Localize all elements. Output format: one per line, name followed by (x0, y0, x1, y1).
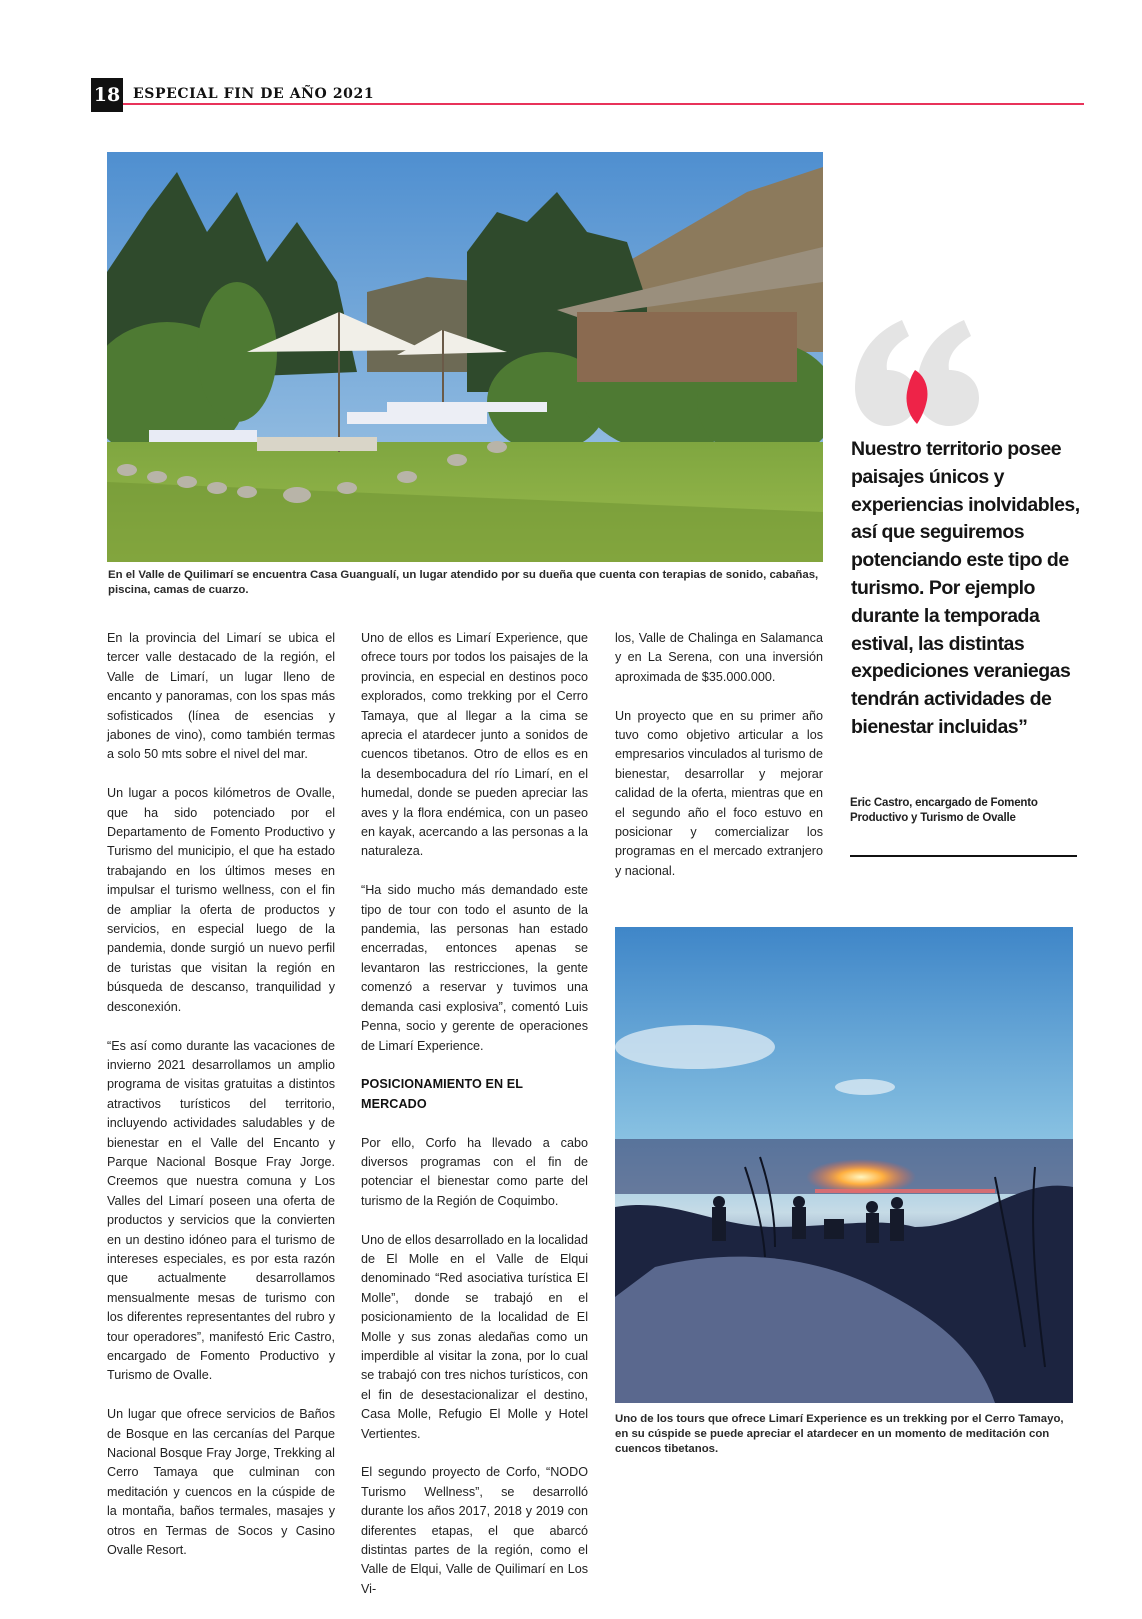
paragraph: “Es así como durante las vacaciones de invierno 2021 desarrollamos un amplio programa de visitas gratuitas a distintos atractivos turísticos del territorio, incluyendo actividades saludables y de bienestar en el Valle del Encanto y Parque Nacional Bosque Fray Jorge. Creemos que nuestra comuna y Los Valles del Limarí poseen una oferta de productos y servicios que la convierten en un destino idóneo para el turismo de intereses especiales, es por esta razón que actualmente desarrollamos mensualmente mesas de turismo con los diferentes representantes del rubro y tour operadores”, manifestó Eric Castro, encargado de Fomento Productivo y Turismo de Ovalle. (107, 1038, 335, 1383)
article-column-2 (361, 629, 588, 1619)
paragraph: “Ha sido mucho más demandado este tipo de tour con todo el asunto de la pandemia, las personas han estado encerradas, entonces apenas se levantaron las restricciones, la gente comenzó a reservar y tuvimos una demanda casi explosiva”, comentó Luis Penna, socio y gerente de operaciones de Limarí Experience. (361, 883, 588, 1053)
paragraph: Un lugar que ofrece servicios de Baños de Bosque en las cercanías del Parque Nacional Bosque Fray Jorge, Trekking al Cerro Tamaya que culminan con meditación y cuencos en la cúspide de la montaña, baños termales, masajes y otros en Termas de Socos y Casino Ovalle Resort. (107, 1407, 335, 1558)
paragraph: El segundo proyecto de Corfo, “NODO Turismo Wellness”, se desarrolló durante los años 2017, 2018 y 2019 con diferentes etapas, el que abarcó distintas partes de la región, como el Valle de Elqui, Valle de Quilimarí en Los Vi- (361, 1465, 588, 1596)
paragraph: los, Valle de Chalinga en Salamanca y en La Serena, con una inversión aproximada de $35.000.000. (615, 631, 823, 684)
paragraph: Un lugar a pocos kilómetros de Ovalle, que ha sido potenciado por el Departamento de Fomento Productivo y Turismo del municipio, el que ha estado trabajando en los últimos meses en impulsar el turismo wellness, con el fin de ampliar la oferta de productos y servicios, en especial luego de la pandemia, donde surgió un nuevo perfil de turistas que visitan la región en búsqueda de descanso, tranquilidad y desconexión. (107, 786, 335, 1014)
page-number: 18 (91, 78, 123, 112)
section-title: ESPECIAL FIN DE AÑO 2021 (133, 86, 375, 102)
article-column-3 (615, 629, 823, 901)
pull-quote-author: Eric Castro, encargado de Fomento Productivo y Turismo de Ovalle (850, 797, 1038, 824)
section-subhead: POSICIONAMIENTO EN EL MERCADO (361, 1077, 523, 1111)
quote-open-icon (847, 318, 987, 428)
paragraph: Uno de ellos es Limarí Experience, que ofrece tours por todos los paisajes de la provincia, en especial en destinos poco explorados, como trekking por el Cerro Tamaya, que al llegar a la cima se aprecia el atardecer junto a sonidos de cuencos tibetanos. Otro de ellos es en la desembocadura del río Limarí, en el humedal, donde se pueden apreciar las aves y la flora endémica, con un paseo en kayak, acercando a las personas a la naturaleza. (361, 631, 588, 859)
garden-photo-caption: En el Valle de Quilimarí se encuentra Casa Guangualí, un lugar atendido por su dueña que cuenta con terapias de sonido, cabañas, piscina, camas de cuarzo. (108, 569, 819, 596)
paragraph: Por ello, Corfo ha llevado a cabo diversos programas con el fin de potenciar el bienestar como parte del turismo de la Región de Coquimbo. (361, 1135, 588, 1208)
garden-photo (107, 152, 823, 562)
article-column-1 (107, 629, 335, 1580)
header-rule (123, 103, 1084, 105)
paragraph: Uno de ellos desarrollado en la localidad de El Molle en el Valle de Elqui denominado “Red asociativa turística El Molle”, donde se trabajó en el posicionamiento de la localidad de El Molle y sus zonas aledañas como un imperdible al visitar la zona, por lo cual se trabajó con tres nichos turísticos, con el fin de desestacionalizar el destino, Casa Molle, Refugio El Molle y Hotel Vertientes. (361, 1232, 588, 1441)
pull-quote-rule (850, 855, 1077, 857)
sunset-photo (615, 927, 1073, 1403)
pull-quote-text: Nuestro territorio posee paisajes únicos y experiencias inolvidables, así que seguiremos potenciando este tipo de turismo. Por ejemplo durante la temporada estival, las distintas expediciones veraniegas tendrán actividades de bienestar incluidas” (851, 438, 1080, 738)
paragraph: Un proyecto que en su primer año tuvo como objetivo articular a los empresarios vinculados al turismo de bienestar, desarrollar y mejorar calidad de la oferta, mientras que en el segundo año el foco estuvo en posicionar y comercializar los programas en el mercado extranjero y nacional. (615, 708, 823, 878)
paragraph: En la provincia del Limarí se ubica el tercer valle destacado de la región, el Valle de Limarí, un lugar lleno de encanto y panoramas, con los spas más sofisticados (línea de esencias y jabones de vino), como también termas a solo 50 mts sobre el nivel del mar. (107, 631, 335, 762)
sunset-photo-caption: Uno de los tours que ofrece Limarí Experience es un trekking por el Cerro Tamayo, en su cúspide se puede apreciar el atardecer en un momento de meditación con cuencos tibetanos. (615, 1413, 1064, 1455)
